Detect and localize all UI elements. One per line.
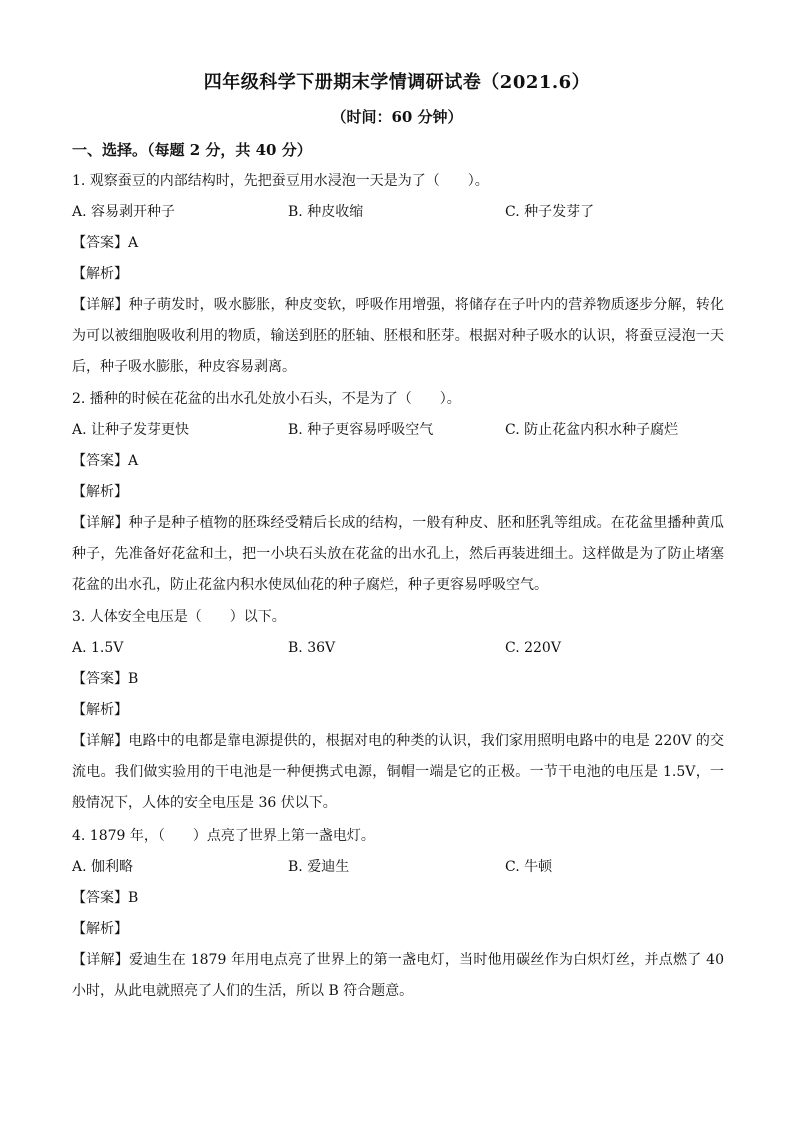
question-3-answer: 【答案】B <box>72 671 139 687</box>
question-2-option-c: C. 防止花盆内积水种子腐烂 <box>505 422 679 438</box>
question-1-answer: 【答案】A <box>72 235 139 251</box>
question-1-option-a: A. 容易剥开种子 <box>72 204 176 220</box>
question-2-option-b: B. 种子更容易呼吸空气 <box>288 422 434 438</box>
question-1-detail: 【详解】种子萌发时，吸水膨胀，种皮变软，呼吸作用增强，将储存在子叶内的营养物质逐步分解，转化为可以被细胞吸收利用的物质，输送到胚的胚轴、胚根和胚芽。根据对种子吸水的认识，将蚕豆浸泡一天后，种子吸水膨胀，种皮容易剥离。 <box>72 297 724 375</box>
question-3-option-c: C. 220V <box>505 640 561 656</box>
question-2-stem: 2. 播种的时候在花盆的出水孔处放小石头，不是为了（ ）。 <box>72 391 461 407</box>
question-3-analysis-label: 【解析】 <box>72 702 128 718</box>
page-title: 四年级科学下册期末学情调研试卷（2021.6） <box>203 72 591 93</box>
question-3-option-a: A. 1.5V <box>72 640 124 656</box>
question-3-stem: 3. 人体安全电压是（ ）以下。 <box>72 609 286 625</box>
question-4-answer: 【答案】B <box>72 890 139 906</box>
question-1-stem: 1. 观察蚕豆的内部结构时，先把蚕豆用水浸泡一天是为了（ ）。 <box>72 173 489 189</box>
question-4-option-c: C. 牛顿 <box>505 859 553 875</box>
question-2-detail: 【详解】种子是种子植物的胚珠经受精后长成的结构，一般有种皮、胚和胚乳等组成。在花盆里播种黄瓜种子，先准备好花盆和土，把一小块石头放在花盆的出水孔上，然后再装进细土。这样做是为了防止堵塞花盆的出水孔，防止花盆内积水使凤仙花的种子腐烂，种子更容易呼吸空气。 <box>72 515 724 593</box>
question-4-analysis-label: 【解析】 <box>72 921 128 937</box>
question-2-analysis-label: 【解析】 <box>72 484 128 500</box>
question-4-detail: 【详解】爱迪生在 1879 年用电点亮了世界上的第一盏电灯，当时他用碳丝作为白炽灯丝，并点燃了 40 小时，从此电就照亮了人们的生活，所以 B 符合题意。 <box>72 952 724 999</box>
question-3-detail: 【详解】电路中的电都是靠电源提供的，根据对电的种类的认识，我们家用照明电路中的电是 220V 的交流电。我们做实验用的干电池是一种便携式电源，铜帽一端是它的正极。一节干电池的电压是 1.5V，一般情况下，人体的安全电压是 36 伏以下。 <box>72 733 724 811</box>
question-3-option-b: B. 36V <box>288 640 336 656</box>
question-1-option-b: B. 种皮收缩 <box>288 204 364 220</box>
question-4-stem: 4. 1879 年，（ ）点亮了世界上第一盏电灯。 <box>72 828 375 844</box>
section-heading: 一、选择。（每题 2 分，共 40 分） <box>72 141 312 159</box>
question-2-answer: 【答案】A <box>72 453 139 469</box>
question-4-option-b: B. 爱迪生 <box>288 859 350 875</box>
question-1-analysis-label: 【解析】 <box>72 266 128 282</box>
question-4-option-a: A. 伽利略 <box>72 859 134 875</box>
question-1-option-c: C. 种子发芽了 <box>505 204 595 220</box>
time-limit: （时间：60 分钟） <box>331 108 463 126</box>
question-2-option-a: A. 让种子发芽更快 <box>72 422 190 438</box>
